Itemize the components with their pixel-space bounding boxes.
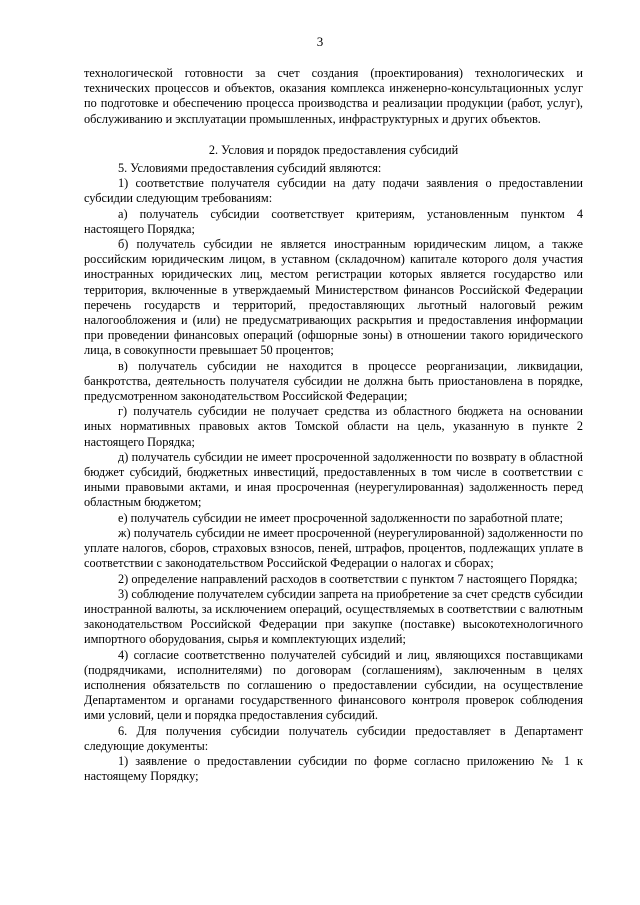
page-number: 3 bbox=[316, 34, 324, 49]
paragraph: г) получатель субсидии не получает средства из областного бюджета на основании иных нормативных правовых актов Томской области на цель, указанную в пункте 2 настоящего Порядка; bbox=[84, 404, 583, 449]
paragraph: б) получатель субсидии не является иностранным юридическим лицом, а также российским юридическим лицом, в уставном (складочном) капитале которого доля участия иностранных юридических лиц, местом регистрации которых является государство или территория, включенные в утверждаемый Министерством финансов Российской Федерации перечень государств и территорий, предоставляющих льготный налоговый режим налогообложения и (или) не предусматривающих раскрытия и предоставления информации при проведении финансовых операций (офшорные зоны) в отношении такого юридического лица, в совокупности превышает 50 процентов; bbox=[84, 237, 583, 358]
paragraph: 1) заявление о предоставлении субсидии по форме согласно приложению № 1 к настоящему Порядку; bbox=[84, 753, 583, 784]
paragraph: 3) соблюдение получателем субсидии запрета на приобретение за счет средств субсидии иностранной валюты, за исключением операций, осуществляемых в соответствии с валютным законодательством Российской Федерации при закупке (поставке) высокотехнологичного импортного оборудования, сырья и комплектующих изделий; bbox=[84, 586, 583, 647]
paragraph: в) получатель субсидии не находится в процессе реорганизации, ликвидации, банкротства, деятельность получателя субсидии не должна быть приостановлена в порядке, предусмотренном законодательством Российской Федерации; bbox=[84, 358, 583, 404]
paragraph: 5. Условиями предоставления субсидий являются: bbox=[118, 161, 382, 176]
paragraph: 1) соответствие получателя субсидии на дату подачи заявления о предоставлении субсидии следующим требованиям: bbox=[84, 176, 583, 206]
document-body bbox=[84, 66, 583, 784]
paragraph: е) получатель субсидии не имеет просроченной задолженности по заработной плате; bbox=[118, 510, 564, 525]
paragraph: д) получатель субсидии не имеет просроченной задолженности по возврату в областной бюджет субсидий, бюджетных инвестиций, предоставленных в том числе в соответствии с иными правовыми актами, и иная просроченная (неурегулированная) задолженность перед областным бюджетом; bbox=[84, 449, 583, 510]
paragraph: 4) согласие соответственно получателей субсидий и лиц, являющихся поставщиками (подрядчиками, исполнителями) по договорам (соглашениям), заключенным в целях исполнения обязательств по соглашению о предоставлении субсидии, на осуществление Департаментом и органами государственного финансового контроля проверок соблюдения ими условий, цели и порядка предоставления субсидий. bbox=[84, 647, 583, 723]
paragraph: 2) определение направлений расходов в соответствии с пунктом 7 настоящего Порядка; bbox=[118, 571, 578, 586]
paragraph: а) получатель субсидии соответствует критериям, установленным пунктом 4 настоящего Порядка; bbox=[84, 206, 583, 236]
section-heading: 2. Условия и порядок предоставления субсидий bbox=[208, 142, 459, 157]
paragraph-continuation: технологической готовности за счет создания (проектирования) технологических и технических процессов и объектов, оказания комплекса инженерно-консультационных услуг по подготовке и обеспечению процесса производства и реализации продукции (работ, услуг), обслуживанию и эксплуатации промышленных, инфраструктурных и других объектов. bbox=[84, 66, 583, 126]
paragraph: ж) получатель субсидии не имеет просроченной (неурегулированной) задолженности по уплате налогов, сборов, страховых взносов, пеней, штрафов, процентов, подлежащих уплате в соответствии с законодательством Российской Федерации о налогах и сборах; bbox=[84, 525, 583, 571]
paragraph: 6. Для получения субсидии получатель субсидии предоставляет в Департамент следующие документы: bbox=[84, 723, 583, 753]
